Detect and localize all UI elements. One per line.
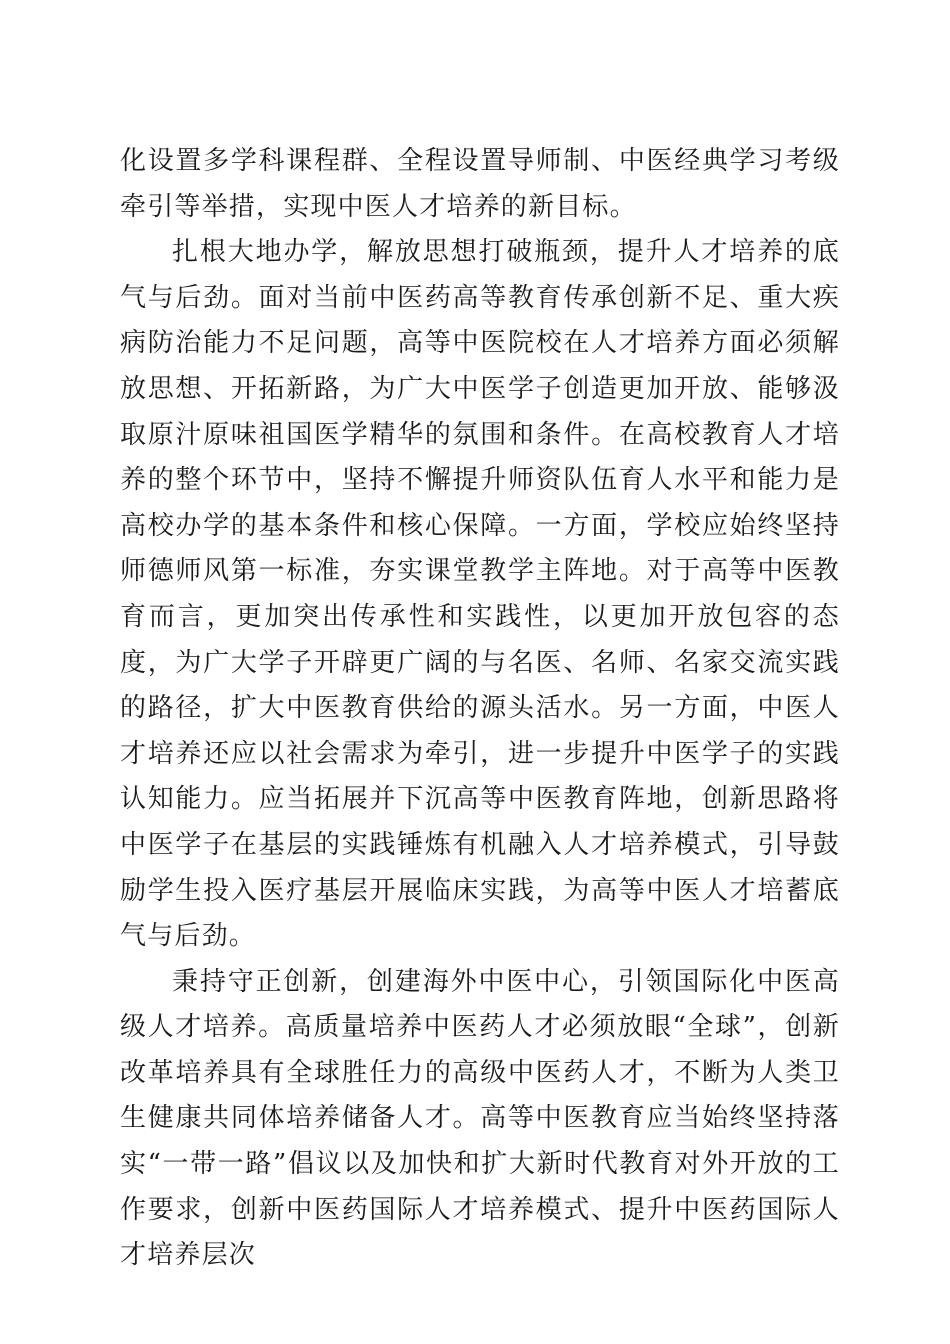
paragraph-rooted-education: 扎根大地办学，解放思想打破瓶颈，提升人才培养的底气与后劲。面对当前中医药高等教育传承创新不足、重大疾病防治能力不足问题，高等中医院校在人才培养方面必须解放思想、开拓新路，为广大中医学子创造更加开放、能够汲取原汁原味祖国医学精华的氛围和条件。在高校教育人才培养的整个环节中，坚持不懈提升师资队伍育人水平和能力是高校办学的基本条件和核心保障。一方面，学校应始终坚持师德师风第一标准，夯实课堂教学主阵地。对于高等中医教育而言，更加突出传承性和实践性，以更加开放包容的态度，为广大学子开辟更广阔的与名医、名师、名家交流实践的路径，扩大中医教育供给的源头活水。另一方面，中医人才培养还应以社会需求为牵引，进一步提升中医学子的实践认知能力。应当拓展并下沉高等中医教育阵地，创新思路将中医学子在基层的实践锤炼有机融入人才培养模式，引导鼓励学生投入医疗基层开展临床实践，为高等中医人才培蓄底气与后劲。 (120, 237, 840, 952)
document-body (120, 139, 840, 1279)
paragraph-continued: 化设置多学科课程群、全程设置导师制、中医经典学习考级牵引等举措，实现中医人才培养的新目标。 (120, 146, 840, 222)
paragraph-international-talent: 秉持守正创新，创建海外中医中心，引领国际化中医高级人才培养。高质量培养中医药人才必须放眼“全球”，创新改革培养具有全球胜任力的高级中医药人才，不断为人类卫生健康共同体培养储备人才。高等中医教育应当始终坚持落实“一带一路”倡议以及加快和扩大新时代教育对外开放的工作要求，创新中医药国际人才培养模式、提升中医药国际人才培养层次 (120, 966, 840, 1271)
